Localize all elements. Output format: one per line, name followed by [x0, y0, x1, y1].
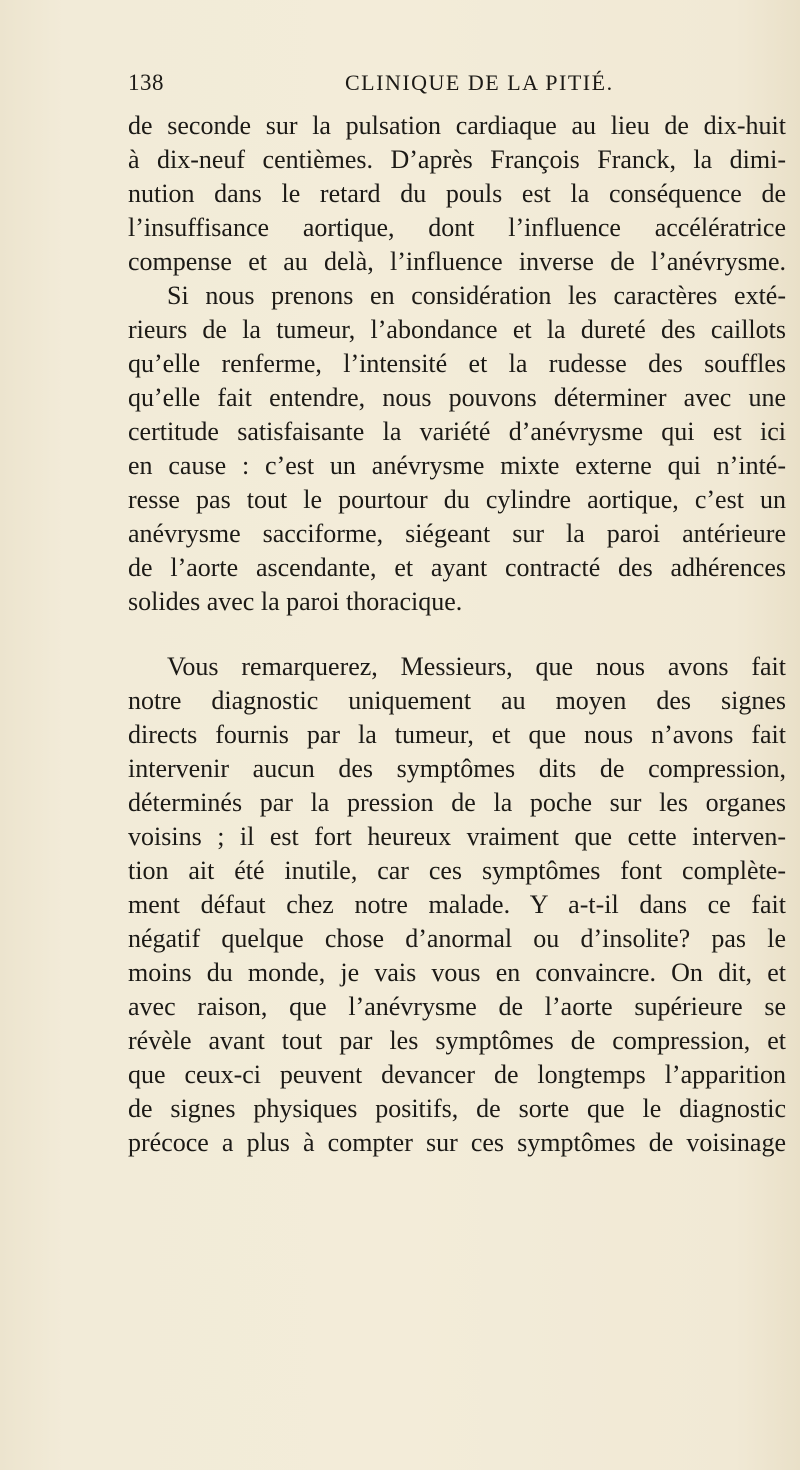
paragraph-1 — [128, 109, 786, 279]
text-line: notre diagnostic uniquement au moyen des signes — [128, 686, 786, 715]
text-line: voisins ; il est fort heureux vraiment que cette interven- — [128, 822, 786, 851]
text-line: en cause : c’est un anévrysme mixte externe qui n’inté- — [128, 451, 786, 480]
text-line: directs fournis par la tumeur, et que nous n’avons fait — [128, 720, 786, 749]
text-line: Vous remarquerez, Messieurs, que nous avons fait — [167, 652, 786, 681]
text-line: anévrysme sacciforme, siégeant sur la paroi antérieure — [128, 519, 786, 548]
text-line: compense et au delà, l’influence inverse de l’anévrysme. — [128, 247, 786, 276]
text-line: qu’elle fait entendre, nous pouvons déterminer avec une — [128, 383, 786, 412]
text-line: nution dans le retard du pouls est la conséquence de — [128, 179, 786, 208]
text-line: Si nous prenons en considération les caractères exté- — [167, 281, 786, 310]
text-line: de signes physiques positifs, de sorte que le diagnostic — [128, 1094, 786, 1123]
page-header — [128, 70, 788, 104]
text-line: révèle avant tout par les symptômes de compression, et — [128, 1026, 786, 1055]
text-line: tion ait été inutile, car ces symptômes font complète- — [128, 856, 786, 885]
text-line: de l’aorte ascendante, et ayant contracté des adhérences — [128, 553, 786, 582]
text-line: que ceux-ci peuvent devancer de longtemps l’apparition — [128, 1060, 786, 1089]
text-line: de seconde sur la pulsation cardiaque au lieu de dix-huit — [128, 111, 786, 140]
text-line: qu’elle renferme, l’intensité et la rudesse des souffles — [128, 349, 786, 378]
paragraph-3 — [128, 650, 786, 1160]
text-line: déterminés par la pression de la poche sur les organes — [128, 788, 786, 817]
text-line: certitude satisfaisante la variété d’anévrysme qui est ici — [128, 417, 786, 446]
body-text — [128, 109, 786, 1160]
running-title: CLINIQUE DE LA PITIÉ. — [345, 70, 614, 95]
text-line: ment défaut chez notre malade. Y a-t-il dans ce fait — [128, 890, 786, 919]
text-line: moins du monde, je vais vous en convaincre. On dit, et — [128, 958, 786, 987]
text-line: resse pas tout le pourtour du cylindre aortique, c’est un — [128, 485, 786, 514]
text-line: intervenir aucun des symptômes dits de compression, — [128, 754, 786, 783]
text-line: négatif quelque chose d’anormal ou d’insolite? pas le — [128, 924, 786, 953]
text-line: solides avec la paroi thoracique. — [128, 587, 463, 616]
page-number: 138 — [128, 70, 164, 95]
text-line: rieurs de la tumeur, l’abondance et la dureté des caillots — [128, 315, 786, 344]
text-line: à dix-neuf centièmes. D’après François Franck, la dimi- — [128, 145, 786, 174]
paragraph-2 — [128, 279, 786, 619]
text-line: précoce a plus à compter sur ces symptômes de voisinage — [128, 1128, 786, 1157]
text-line: avec raison, que l’anévrysme de l’aorte supérieure se — [128, 992, 786, 1021]
text-line: l’insuffisance aortique, dont l’influence accélératrice — [128, 213, 786, 242]
